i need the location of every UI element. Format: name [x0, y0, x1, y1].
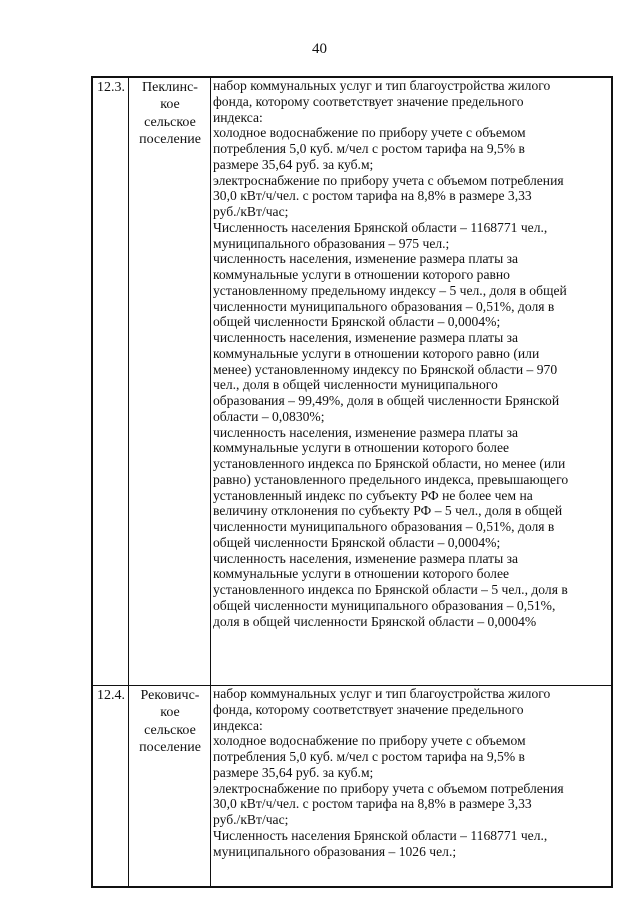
content-line: индекса:: [213, 109, 263, 125]
content-line: общей численности Брянской области – 0,0004%;: [213, 534, 501, 550]
content-line: установленного индекса по Брянской области, но менее (или: [213, 456, 566, 471]
data-table: [91, 76, 613, 888]
row-number: 12.3.: [97, 80, 125, 95]
content-line: электроснабжение по прибору учета с объемом потребления: [213, 172, 564, 188]
content-line: численности муниципального образования – 0,51%, доля в: [213, 519, 555, 534]
content-line: фонда, которому соответствует значение предельного: [213, 93, 524, 109]
table-row: [93, 78, 611, 685]
content-line: области – 0,0830%;: [213, 408, 325, 424]
content-line: величину отклонения по субъекту РФ – 5 чел., доля в общей: [213, 503, 563, 519]
content-line: численность населения, изменение размера платы за: [213, 550, 519, 566]
content-line: численность населения, изменение размера платы за: [213, 330, 519, 345]
content-line: доля в общей численности Брянской области – 0,0004%: [213, 613, 537, 629]
content-line: размере 35,64 руб. за куб.м;: [213, 764, 374, 780]
content-line: установленного индекса по Брянской области – 5 чел., доля в: [213, 582, 568, 597]
content-line: индекса:: [213, 717, 263, 733]
settlement-name-line: сельское: [144, 114, 196, 130]
content-line: общей численности Брянской области – 0,0004%;: [213, 314, 501, 330]
row-content: [213, 78, 611, 629]
content-line: установленный индекс по субъекту РФ не более чем на: [213, 487, 533, 503]
content-line: коммунальные услуги в отношении которого более: [213, 566, 510, 582]
settlement-name-line: поселение: [139, 131, 201, 147]
content-line: менее) установленному индексу по Брянской области – 970: [213, 361, 558, 377]
settlement-name-line: сельское: [144, 722, 196, 738]
table-row: [93, 686, 611, 888]
content-line: потребления 5,0 куб. м/чел с ростом тарифа на 9,5% в: [213, 141, 525, 156]
content-line: муниципального образования – 975 чел.;: [213, 235, 450, 251]
row-content: [213, 686, 611, 859]
settlement-name-line: кое: [160, 705, 180, 721]
content-line: Численность населения Брянской области – 1168771 чел.,: [213, 219, 548, 235]
content-line: 30,0 кВт/ч/чел. с ростом тарифа на 8,8% в размере 3,33: [213, 796, 532, 812]
content-line: муниципального образования – 1026 чел.;: [213, 843, 457, 859]
content-line: холодное водоснабжение по прибору учете с объемом: [213, 125, 526, 141]
content-line: холодное водоснабжение по прибору учете с объемом: [213, 733, 526, 749]
settlement-name-line: поселение: [139, 739, 201, 755]
content-line: размере 35,64 руб. за куб.м;: [213, 156, 374, 172]
content-line: численность населения, изменение размера платы за: [213, 424, 519, 440]
content-line: коммунальные услуги в отношении которого равно: [213, 267, 510, 282]
settlement-name-line: Пеклинс-: [142, 80, 198, 95]
content-line: электроснабжение по прибору учета с объемом потребления: [213, 780, 564, 796]
settlement-name: [130, 78, 210, 148]
content-line: набор коммунальных услуг и тип благоустройства жилого: [213, 686, 551, 701]
content-line: общей численности муниципального образования – 0,51%,: [213, 597, 556, 613]
content-line: руб./кВт/час;: [213, 812, 289, 827]
content-line: набор коммунальных услуг и тип благоустройства жилого: [213, 78, 551, 93]
settlement-name-line: кое: [160, 97, 180, 113]
content-line: численности муниципального образования – 0,51%, доля в: [213, 298, 555, 314]
content-line: равно) установленного предельного индекса, превышающего: [213, 471, 569, 487]
settlement-name-line: Рековичс-: [140, 688, 200, 703]
content-line: установленному предельному индексу – 5 чел., доля в общей: [213, 282, 567, 298]
content-line: 30,0 кВт/ч/чел. с ростом тарифа на 8,8% в размере 3,33: [213, 188, 532, 204]
content-line: коммунальные услуги в отношении которого более: [213, 440, 510, 456]
content-line: Численность населения Брянской области – 1168771 чел.,: [213, 827, 548, 843]
content-line: потребления 5,0 куб. м/чел с ростом тарифа на 9,5% в: [213, 749, 525, 764]
content-line: образования – 99,49%, доля в общей численности Брянской: [213, 393, 560, 408]
row-number: 12.4.: [97, 688, 125, 703]
content-line: фонда, которому соответствует значение предельного: [213, 701, 524, 717]
content-line: руб./кВт/час;: [213, 204, 289, 219]
content-line: коммунальные услуги в отношении которого равно (или: [213, 345, 540, 361]
content-line: численность населения, изменение размера платы за: [213, 251, 519, 267]
page-number: 40: [312, 41, 327, 57]
content-line: чел., доля в общей численности муниципального: [213, 377, 498, 393]
settlement-name: [130, 686, 210, 756]
